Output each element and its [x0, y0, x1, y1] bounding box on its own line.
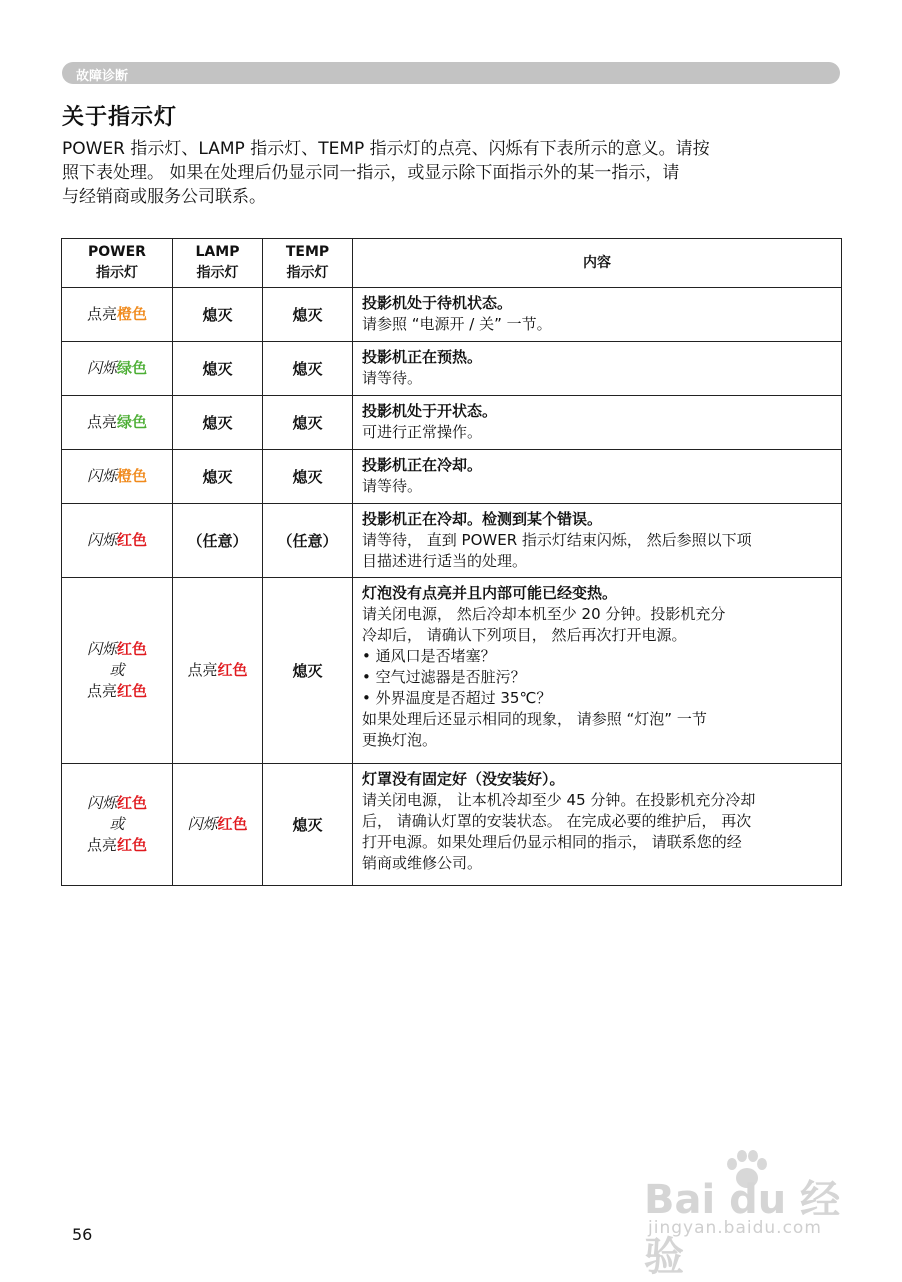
table-row — [62, 342, 842, 396]
temp-status-cell: 熄灭 — [263, 578, 353, 764]
lamp-status-cell — [173, 578, 263, 764]
content-line: 可进行正常操作。 — [362, 423, 483, 441]
table-row — [62, 288, 842, 342]
power-status-line — [62, 412, 172, 433]
power-status-line — [62, 530, 172, 551]
content-line: • 通风口是否堵塞？ — [362, 647, 496, 665]
content-line: 请等待。 — [362, 477, 423, 495]
power-status-cell — [62, 450, 173, 504]
content-line: 请参照 “电源开 / 关” 一节。 — [362, 315, 552, 333]
page-title: 关于指示灯 — [62, 105, 178, 130]
power-status-color: 红色 — [117, 640, 148, 658]
content-title: 投影机正在冷却。 — [362, 456, 483, 474]
table-row — [62, 764, 842, 886]
power-status-color: 红色 — [117, 682, 148, 700]
lamp-status-line — [173, 814, 262, 835]
power-status-prefix: 闪烁 — [86, 467, 117, 485]
section-header-label: 故障诊断 — [76, 69, 129, 84]
power-status-line: 或 — [109, 661, 125, 679]
power-status-line — [62, 466, 172, 487]
content-cell — [353, 450, 842, 504]
lamp-status-color: 红色 — [217, 815, 248, 833]
intro-line: 照下表处理。 如果在处理后仍显示同一指示，或显示除下面指示外的某一指示，请 — [62, 163, 680, 183]
column-header-power: POWER 指示灯 — [62, 239, 173, 288]
section-header-bar — [62, 62, 840, 84]
power-status-cell — [62, 504, 173, 578]
content-line: 请等待。 — [362, 369, 423, 387]
content-line: 更换灯泡。 — [362, 731, 438, 749]
power-status-color: 红色 — [117, 836, 148, 854]
power-status-line — [62, 793, 172, 814]
lamp-status-line — [173, 660, 262, 681]
power-status-prefix: 闪烁 — [86, 359, 117, 377]
content-cell — [353, 504, 842, 578]
watermark-logo: Bai du 经验 — [644, 1177, 841, 1280]
content-cell — [353, 764, 842, 886]
intro-line: POWER 指示灯、LAMP 指示灯、TEMP 指示灯的点亮、闪烁有下表所示的意义。请按 — [62, 139, 710, 159]
power-status-prefix: 闪烁 — [86, 794, 117, 812]
table-body — [62, 288, 842, 886]
content-line: • 外界温度是否超过 35℃？ — [362, 689, 552, 707]
table-row — [62, 396, 842, 450]
lamp-status-cell: 熄灭 — [173, 342, 263, 396]
lamp-status-cell — [173, 764, 263, 886]
watermark-url: jingyan.baidu.com — [648, 1218, 822, 1238]
power-status-color: 橙色 — [117, 467, 148, 485]
power-status-prefix: 闪烁 — [86, 640, 117, 658]
temp-status-cell: 熄灭 — [263, 450, 353, 504]
table-row — [62, 578, 842, 764]
table-row — [62, 504, 842, 578]
table-row — [62, 450, 842, 504]
content-line: 目描述进行适当的处理。 — [362, 552, 528, 570]
content-line: 后， 请确认灯罩的安装状态。 在完成必要的维护后， 再次 — [362, 812, 752, 830]
lamp-status-prefix: 闪烁 — [187, 815, 218, 833]
content-line: 请关闭电源， 让本机冷却至少 45 分钟。在投影机充分冷却 — [362, 791, 756, 809]
intro-line: 与经销商或服务公司联系。 — [62, 187, 266, 207]
content-title: 投影机正在冷却。检测到某个错误。 — [362, 510, 603, 528]
content-line: 销商或维修公司。 — [362, 854, 483, 872]
power-status-prefix: 点亮 — [86, 305, 117, 323]
intro-paragraph — [62, 137, 842, 209]
content-title: 投影机处于开状态。 — [362, 402, 498, 420]
power-status-prefix: 点亮 — [86, 836, 117, 854]
power-status-cell — [62, 396, 173, 450]
lamp-status-cell: （任意） — [173, 504, 263, 578]
watermark — [640, 1150, 870, 1280]
power-status-prefix: 点亮 — [86, 413, 117, 431]
power-status-cell — [62, 288, 173, 342]
content-title: 投影机处于待机状态。 — [362, 294, 513, 312]
power-status-line — [62, 681, 172, 702]
page-number: 56 — [72, 1225, 93, 1244]
column-header-content: 内容 — [353, 239, 842, 288]
temp-status-cell: 熄灭 — [263, 764, 353, 886]
lamp-status-cell: 熄灭 — [173, 288, 263, 342]
power-status-line: 或 — [109, 815, 125, 833]
power-status-prefix: 闪烁 — [86, 531, 117, 549]
lamp-status-cell: 熄灭 — [173, 396, 263, 450]
temp-status-cell: 熄灭 — [263, 342, 353, 396]
power-status-prefix: 点亮 — [86, 682, 117, 700]
power-status-line — [62, 639, 172, 660]
lamp-status-color: 红色 — [217, 661, 248, 679]
content-cell — [353, 578, 842, 764]
column-header-temp: TEMP 指示灯 — [263, 239, 353, 288]
temp-status-cell: 熄灭 — [263, 288, 353, 342]
content-title: 灯泡没有点亮并且内部可能已经变热。 — [362, 584, 618, 602]
power-status-color: 红色 — [117, 531, 148, 549]
power-status-cell — [62, 342, 173, 396]
content-line: 请等待， 直到 POWER 指示灯结束闪烁， 然后参照以下项 — [362, 531, 752, 549]
power-status-line — [62, 358, 172, 379]
column-header-lamp: LAMP 指示灯 — [173, 239, 263, 288]
power-status-color: 橙色 — [117, 305, 148, 323]
power-status-color: 绿色 — [117, 413, 148, 431]
power-status-line — [62, 835, 172, 856]
content-line: 打开电源。如果处理后仍显示相同的指示， 请联系您的经 — [362, 833, 742, 851]
temp-status-cell: （任意） — [263, 504, 353, 578]
content-cell — [353, 342, 842, 396]
indicator-table — [61, 238, 842, 886]
power-status-cell — [62, 578, 173, 764]
content-title: 投影机正在预热。 — [362, 348, 483, 366]
table-header-row — [62, 239, 842, 288]
content-cell — [353, 396, 842, 450]
power-status-cell — [62, 764, 173, 886]
content-cell — [353, 288, 842, 342]
content-title: 灯罩没有固定好（没安装好）。 — [362, 770, 565, 788]
lamp-status-prefix: 点亮 — [187, 661, 218, 679]
power-status-line — [62, 304, 172, 325]
temp-status-cell: 熄灭 — [263, 396, 353, 450]
content-line: 请关闭电源， 然后冷却本机至少 20 分钟。投影机充分 — [362, 605, 726, 623]
power-status-color: 红色 — [117, 794, 148, 812]
content-line: 如果处理后还显示相同的现象， 请参照 “灯泡” 一节 — [362, 710, 707, 728]
power-status-color: 绿色 — [117, 359, 148, 377]
content-line: • 空气过滤器是否脏污？ — [362, 668, 526, 686]
content-line: 冷却后， 请确认下列项目， 然后再次打开电源。 — [362, 626, 687, 644]
lamp-status-cell: 熄灭 — [173, 450, 263, 504]
